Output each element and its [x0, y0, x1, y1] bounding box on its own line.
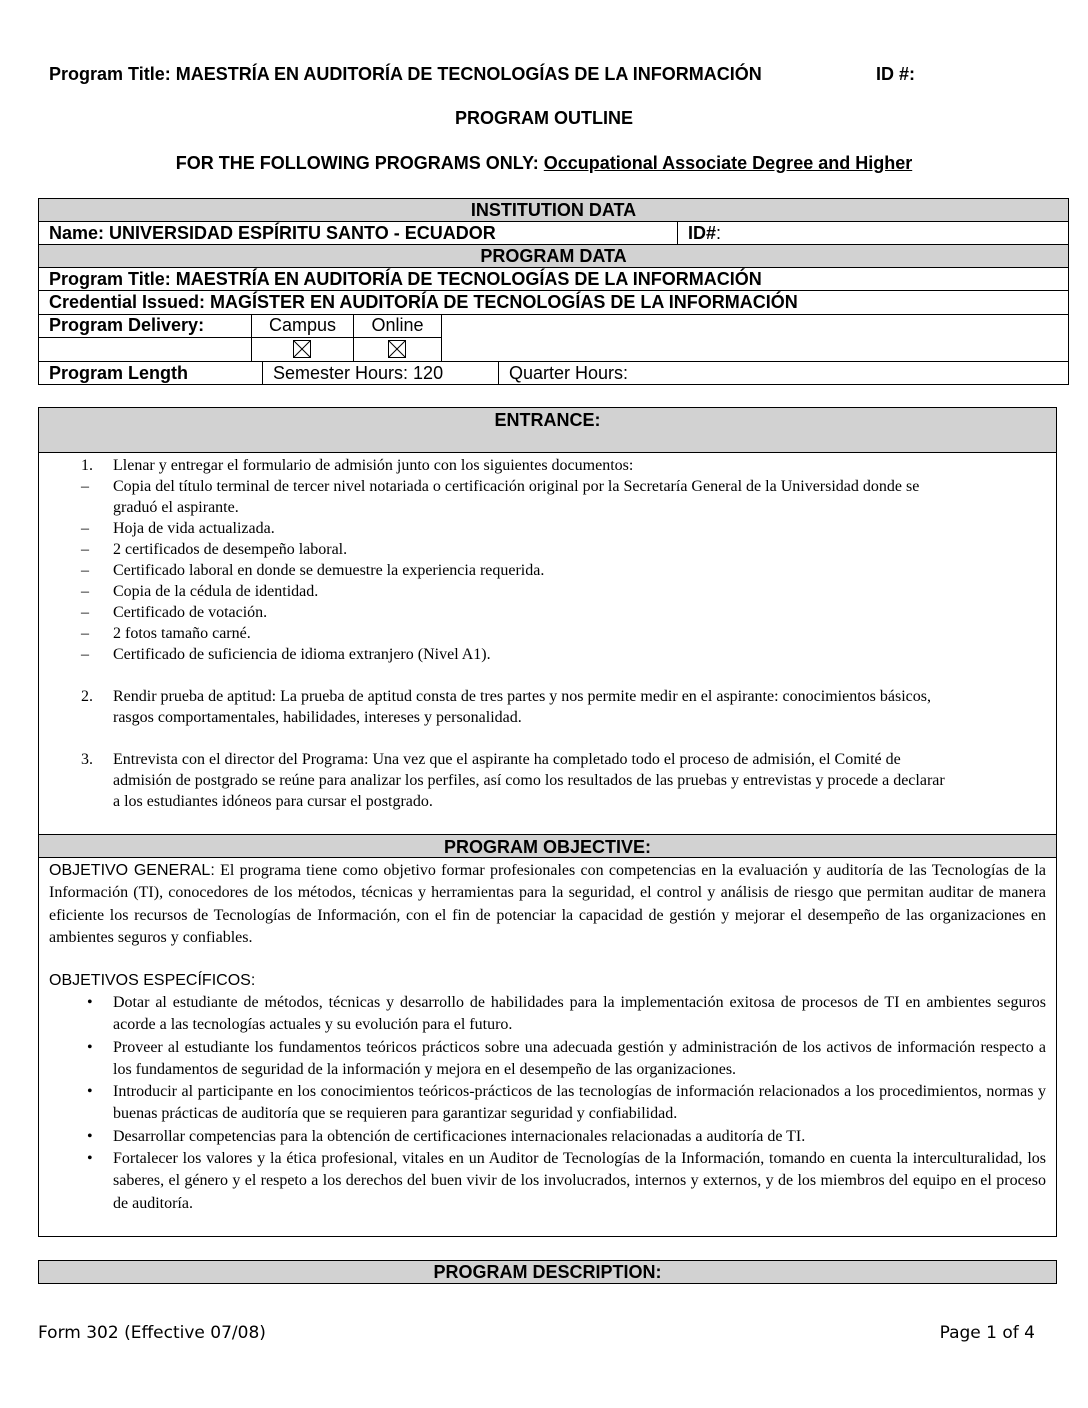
- id-label-header: ID #:: [876, 64, 916, 84]
- delivery-campus-label: Campus: [251, 314, 354, 338]
- bullet-marker: •: [87, 1150, 93, 1168]
- delivery-online-label: Online: [353, 314, 442, 338]
- entrance-doc-text: Certificado laboral en donde se demuestre la experiencia requerida.: [113, 562, 545, 579]
- program-data-title: PROGRAM DATA: [38, 244, 1069, 268]
- objective-specific-item: [87, 1081, 1046, 1126]
- entrance-doc-text: Hoja de vida actualizada.: [113, 520, 275, 537]
- entrance-doc: [40, 581, 1045, 602]
- entrance-doc-text: Certificado de votación.: [113, 604, 268, 621]
- dash-marker: –: [81, 583, 89, 600]
- entrance-item-2-line-1: Rendir prueba de aptitud: La prueba de aptitud consta de tres partes y nos permite medir en el aspirante: conocimientos básicos,: [113, 688, 931, 705]
- entrance-doc: [40, 644, 1045, 665]
- entrance-item-3-line-2: admisión de postgrado se reúne para analizar los perfiles, así como los resultados de las pruebas y entrevistas y procede a declarar: [113, 772, 945, 789]
- institution-id: [677, 221, 1069, 245]
- entrance-item-2-line-2: rasgos comportamentales, habilidades, intereses y personalidad.: [113, 709, 522, 726]
- programs-degree-link: Occupational Associate Degree and Higher: [543, 153, 913, 173]
- description-title: PROGRAM DESCRIPTION:: [38, 1260, 1057, 1284]
- footer-page: Page 1 of 4: [939, 1323, 1035, 1343]
- delivery-label: Program Delivery:: [38, 314, 252, 338]
- objective-title: PROGRAM OBJECTIVE:: [39, 834, 1056, 858]
- entrance-item-3-line-1: Entrevista con el director del Programa: Una vez que el aspirante ha completado todo el proceso de admisión, el Comité de: [113, 751, 901, 768]
- entrance-doc-text: Certificado de suficiencia de idioma extranjero (Nivel A1).: [113, 646, 491, 663]
- objective-specific-list: [87, 992, 1046, 1215]
- entrance-doc: [40, 560, 1045, 581]
- institution-name: Name: UNIVERSIDAD ESPÍRITU SANTO - ECUADOR: [38, 221, 678, 245]
- entrance-doc: [40, 623, 1045, 644]
- objective-specific-text: Introducir al participante en los conocimientos teóricos-prácticos de las tecnologías de información relacionados a los procedimientos, normas y buenas prácticas de auditoría que se requieren para garantizar seguridad y confiabilidad.: [113, 1083, 1046, 1123]
- entrance-doc-text: 2 fotos tamaño carné.: [113, 625, 251, 642]
- institution-id-label: ID#: [688, 223, 717, 243]
- program-title-header: Program Title: MAESTRÍA EN AUDITORÍA DE TECNOLOGÍAS DE LA INFORMACIÓN: [49, 64, 762, 84]
- entrance-item-2-num: 2.: [81, 688, 93, 705]
- footer-form: Form 302 (Effective 07/08): [38, 1323, 266, 1343]
- credential-issued: Credential Issued: MAGÍSTER EN AUDITORÍA DE TECNOLOGÍAS DE LA INFORMACIÓN: [38, 290, 1069, 315]
- objective-specific-text: Fortalecer los valores y la ética profesional, vitales en un Auditor de Tecnologías de la Información, tomando en cuenta la interculturalidad, los saberes, el género y el respeto a los derechos del buen vivir de los involucrados, internos y externos, y de los miembros del equipo en el proceso de auditoría.: [113, 1150, 1046, 1212]
- bullet-marker: •: [87, 1127, 93, 1145]
- entrance-title: ENTRANCE:: [39, 408, 1056, 453]
- objective-specific-item: [87, 1037, 1046, 1082]
- entrance-doc-text: Copia de la cédula de identidad.: [113, 583, 319, 600]
- entrance-item-1: [40, 455, 1045, 476]
- entrance-doc-text: Copia del título terminal de tercer nivel notariada o certificación original por la Secretaría General de la Universidad donde se: [113, 478, 920, 495]
- entrance-doc-text: 2 certificados de desempeño laboral.: [113, 541, 348, 558]
- dash-marker: –: [81, 625, 89, 642]
- entrance-doc-cont-text: graduó el aspirante.: [113, 499, 239, 516]
- entrance-item-3-line-3: a los estudiantes idóneos para cursar el postgrado.: [113, 793, 433, 810]
- objective-specific-text: Dotar al estudiante de métodos, técnicas y desarrollo de habilidades para la implementación exitosa de procesos de TI en ambientes seguros acorde a las tecnologías actuales y su evolución para el futuro.: [113, 994, 1046, 1034]
- institution-id-colon: :: [716, 223, 722, 243]
- dash-marker: –: [81, 478, 89, 495]
- objective-specific-item: [87, 1148, 1046, 1215]
- dash-marker: –: [81, 604, 89, 621]
- objective-specific-item: [87, 992, 1046, 1037]
- bullet-marker: •: [87, 1083, 93, 1101]
- objective-general-label: OBJETIVO GENERAL:: [49, 862, 215, 879]
- entrance-item-1-num: 1.: [81, 457, 93, 474]
- dash-marker: –: [81, 541, 89, 558]
- quarter-hours: Quarter Hours:: [498, 361, 1069, 385]
- entrance-doc-cont: [40, 497, 1045, 518]
- program-title: Program Title: MAESTRÍA EN AUDITORÍA DE TECNOLOGÍAS DE LA INFORMACIÓN: [38, 267, 1069, 291]
- objective-specific-text: Proveer al estudiante los fundamentos teóricos prácticos sobre una adecuada gestión y administración de los activos de información respecto a los fundamentos de seguridad de la información y mejora en el desempeño de las organizaciones.: [113, 1038, 1046, 1078]
- programs-line: [0, 153, 1088, 174]
- entrance-list: [40, 455, 1045, 812]
- dash-marker: –: [81, 520, 89, 537]
- objective-specific-item: [87, 1126, 1046, 1148]
- dash-marker: –: [81, 646, 89, 663]
- delivery-blank-cell: [38, 337, 252, 362]
- entrance-item-1-text: Llenar y entregar el formulario de admisión junto con los siguientes documentos:: [113, 457, 634, 474]
- entrance-item-2: [40, 686, 1045, 728]
- institution-data-title: INSTITUTION DATA: [38, 198, 1069, 222]
- objective-specific-label: OBJETIVOS ESPECÍFICOS:: [49, 972, 256, 989]
- objective-general: [49, 860, 1046, 949]
- entrance-doc: [40, 602, 1045, 623]
- semester-hours: Semester Hours: 120: [262, 361, 499, 385]
- programs-prefix: FOR THE FOLLOWING PROGRAMS ONLY:: [175, 153, 539, 173]
- online-checkbox[interactable]: [388, 340, 406, 358]
- entrance-doc: [40, 476, 1045, 497]
- objective-general-text: El programa tiene como objetivo formar profesionales con competencias en la evaluación y auditoría de las Tecnologías de la Información (TI), conocedores de los métodos, técnicas y herramientas para la seguridad, el control y análisis de riesgo que permitan auditar de manera eficiente los recursos de Tecnologías de Información, con el fin de potenciar la capacidad de gestión y mejorar el desempeño de las organizaciones en ambientes seguros y confiables.: [49, 862, 1047, 946]
- dash-marker: –: [81, 562, 89, 579]
- outline-heading: PROGRAM OUTLINE: [455, 108, 633, 128]
- campus-checkbox[interactable]: [293, 340, 311, 358]
- entrance-doc: [40, 518, 1045, 539]
- objective-specific-text: Desarrollar competencias para la obtención de certificaciones internacionales relacionadas a auditoría de TI.: [113, 1127, 806, 1145]
- bullet-marker: •: [87, 1038, 93, 1056]
- entrance-doc: [40, 539, 1045, 560]
- program-length-label: Program Length: [38, 361, 263, 385]
- entrance-item-3: [40, 749, 1045, 812]
- bullet-marker: •: [87, 994, 93, 1011]
- entrance-item-3-num: 3.: [81, 751, 93, 768]
